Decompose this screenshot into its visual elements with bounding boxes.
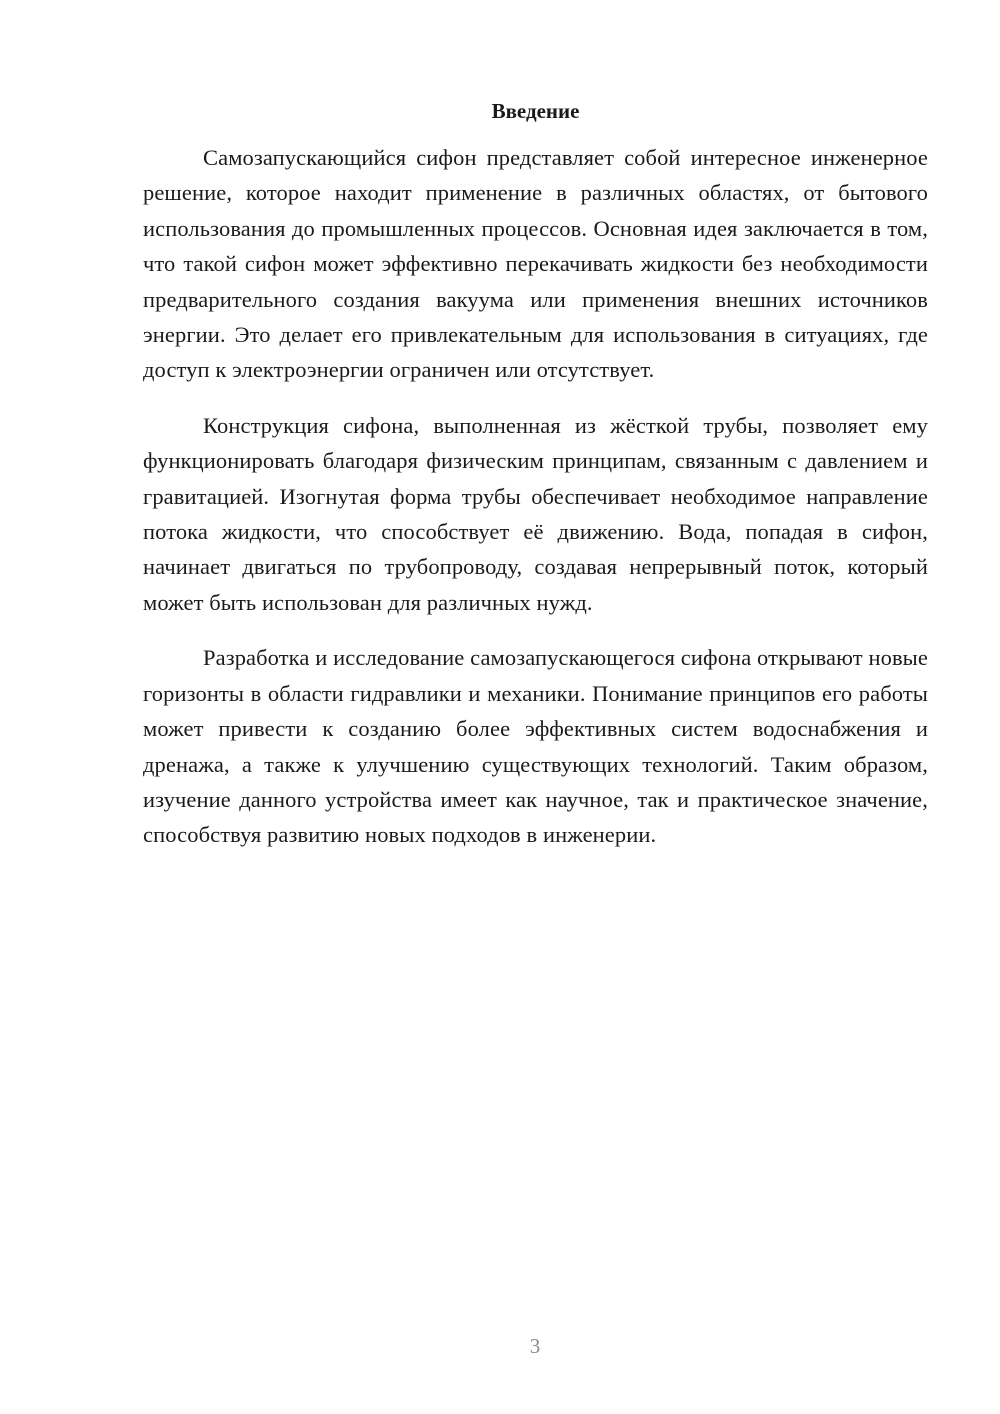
paragraph-3: Разработка и исследование самозапускающегося сифона открывают новые горизонты в области гидравлики и механики. Понимание принципов его работы может привести к созданию более эффективных систем водоснабжения и дренажа, а также к улучшению существующих технологий. Таким образом, изучение данного устройства имеет как научное, так и практическое значение, способствуя развитию новых подходов в инженерии. bbox=[143, 645, 928, 848]
section-title: Введение bbox=[491, 99, 580, 123]
paragraph-2: Конструкция сифона, выполненная из жёсткой трубы, позволяет ему функционировать благодаря физическим принципам, связанным с давлением и гравитацией. Изогнутая форма трубы обеспечивает необходимое направление потока жидкости, что способствует её движению. Вода, попадая в сифон, начинает двигаться по трубопроводу, создавая непрерывный поток, который может быть использован для различных нужд. bbox=[143, 412, 928, 615]
page-content bbox=[143, 94, 928, 873]
paragraph-1: Самозапускающийся сифон представляет собой интересное инженерное решение, которое находит применение в различных областях, от бытового использования до промышленных процессов. Основная идея заключается в том, что такой сифон может эффективно перекачивать жидкости без необходимости предварительного создания вакуума или применения внешних источников энергии. Это делает его привлекательным для использования в ситуациях, где доступ к электроэнергии ограничен или отсутствует. bbox=[143, 145, 928, 383]
page-number: 3 bbox=[529, 1334, 541, 1358]
